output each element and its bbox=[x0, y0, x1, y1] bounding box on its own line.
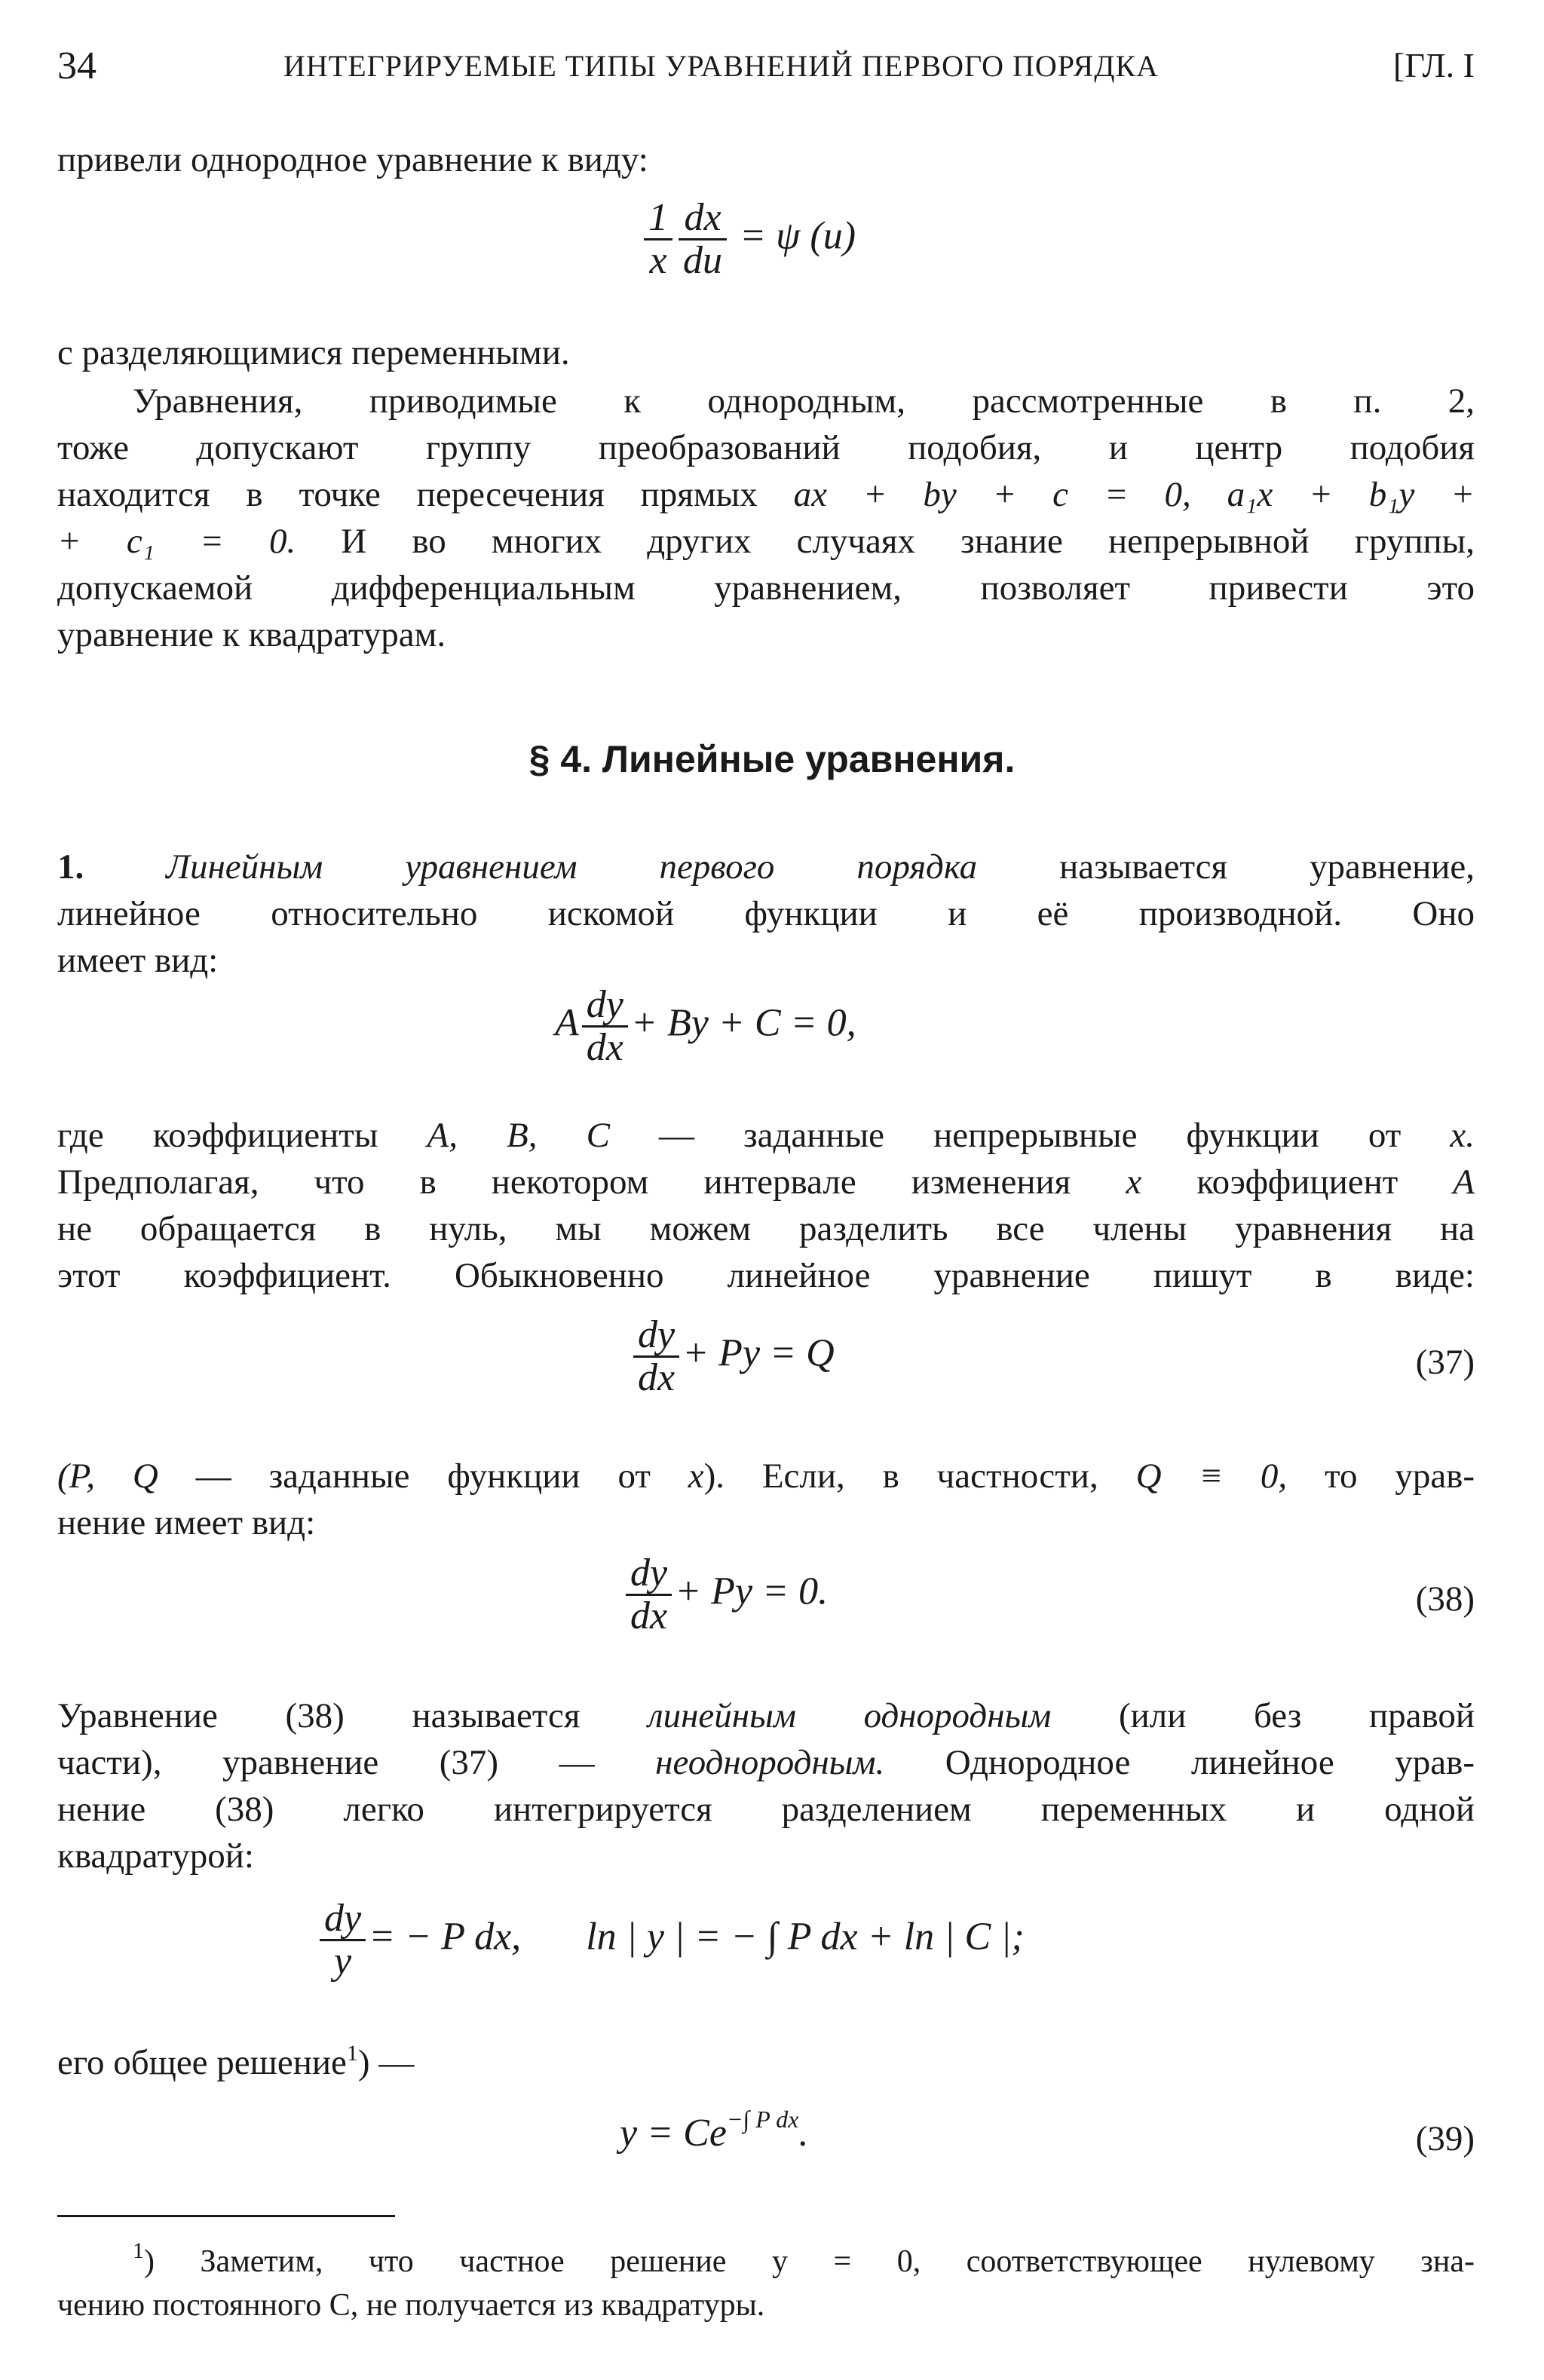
fraction-dy-y: $\frac{dy}{y}$ bbox=[320, 1898, 366, 1982]
footnote-rule bbox=[57, 2215, 395, 2217]
page-number: 34 bbox=[57, 44, 96, 87]
equation-separated: $\frac{dy}{y}$ = − P dx, ln | y | = − ∫ P dx + ln | C |; bbox=[317, 1898, 1025, 1982]
footnote-marker: 1 bbox=[133, 2238, 144, 2263]
paragraph-line: тоже допускают группу преобразований подобия, и центр подобия bbox=[57, 428, 1475, 467]
fraction-dy-dx: $\frac{dy}{dx}$ bbox=[633, 1315, 679, 1398]
paragraph-line: допускаемой дифференциальным уравнением, позволяет привести это bbox=[57, 568, 1475, 608]
paragraph-line: части), уравнение (37) — неоднородным. Однородное линейное урав- bbox=[57, 1743, 1475, 1782]
equation-number: (37) bbox=[1415, 1343, 1475, 1382]
running-header bbox=[57, 44, 1475, 96]
equation-number: (38) bbox=[1415, 1579, 1475, 1619]
paragraph-line: имеет вид: bbox=[57, 941, 219, 980]
inline-math: ax + by + c = 0, a₁x + b₁y + bbox=[793, 475, 1475, 514]
equation-rhs: = ψ (u) bbox=[740, 214, 856, 258]
paragraph-line: Предполагая, что в некотором интервале изменения x коэффициент A bbox=[57, 1162, 1475, 1202]
equation-homogeneous-separated bbox=[641, 198, 856, 281]
running-title: ИНТЕГРИРУЕМЫЕ ТИПЫ УРАВНЕНИЙ ПЕРВОГО ПОРЯДКА bbox=[283, 49, 1160, 83]
paragraph-line: находится в точке пересечения прямых ax + by + c = 0, a₁x + b₁y + bbox=[57, 475, 1475, 514]
paragraph-line: его общее решение$^1$) — bbox=[57, 2041, 415, 2082]
paragraph-line: нение имеет вид: bbox=[57, 1503, 316, 1542]
footnote-line: $^1$) Заметим, что частное решение y = 0, соответствующее нулевому зна- bbox=[133, 2238, 1475, 2279]
paragraph-line: квадратурой: bbox=[57, 1836, 254, 1876]
footnote-line: чению постоянного C, не получается из квадратуры. bbox=[57, 2288, 765, 2323]
exponent: −∫ P dx bbox=[726, 2106, 799, 2133]
item-number: 1. bbox=[57, 847, 84, 887]
defined-term: Линейным уравнением первого порядка bbox=[166, 847, 978, 887]
footnote-ref: 1 bbox=[346, 2041, 358, 2066]
chapter-label: [ГЛ. I bbox=[1393, 46, 1475, 84]
paragraph-line: Уравнение (38) называется линейным однородным (или без правой bbox=[57, 1696, 1475, 1735]
fraction-dx-du: $\frac{dx}{du}$ bbox=[679, 198, 727, 281]
equation-38: $\frac{dy}{dx}$ + Py = 0. bbox=[623, 1553, 828, 1637]
equation-general-linear: A $\frac{dy}{dx}$ + By + C = 0, bbox=[555, 983, 856, 1069]
equation-39: $y = Ce^{-\int P dx}$. bbox=[620, 2106, 809, 2155]
equation-number: (39) bbox=[1415, 2119, 1475, 2158]
paragraph-line: нение (38) легко интегрируется разделением переменных и одной bbox=[57, 1790, 1475, 1829]
section-heading: § 4. Линейные уравнения. bbox=[528, 738, 1016, 780]
paragraph-line: уравнение к квадратурам. bbox=[57, 615, 446, 654]
italic-term: неоднородным. bbox=[655, 1743, 885, 1782]
fraction-dy-dx: $\frac{dy}{dx}$ bbox=[582, 985, 628, 1068]
intro-line: с разделяющимися переменными. bbox=[57, 333, 570, 372]
paragraph-line: 1. Линейным уравнением первого порядка называется уравнение, bbox=[57, 847, 1475, 887]
paragraph-line: Уравнения, приводимые к однородным, рассмотренные в п. 2, bbox=[133, 381, 1475, 421]
fraction-dy-dx: $\frac{dy}{dx}$ bbox=[626, 1553, 672, 1637]
paragraph-line: + c₁ = 0. И во многих других случаях знание непрерывной группы, bbox=[57, 522, 1475, 561]
paragraph-line: этот коэффициент. Обыкновенно линейное уравнение пишут в виде: bbox=[57, 1256, 1475, 1295]
equation-37: $\frac{dy}{dx}$ + Py = Q bbox=[630, 1315, 835, 1398]
intro-line: привели однородное уравнение к виду: bbox=[57, 140, 648, 179]
italic-term: линейным однородным bbox=[648, 1696, 1052, 1735]
inline-math: + c₁ = 0. bbox=[57, 522, 296, 561]
paragraph-line: (P, Q — заданные функции от x). Если, в частности, Q ≡ 0, то урав- bbox=[57, 1456, 1475, 1496]
paragraph-line: где коэффициенты A, B, C — заданные непрерывные функции от x. bbox=[57, 1116, 1475, 1155]
paragraph-line: линейное относительно искомой функции и её производной. Оно bbox=[57, 894, 1475, 933]
paragraph-line: не обращается в нуль, мы можем разделить все члены уравнения на bbox=[57, 1209, 1475, 1248]
fraction-one-over-x: $\frac{1}{x}$ bbox=[644, 198, 672, 281]
